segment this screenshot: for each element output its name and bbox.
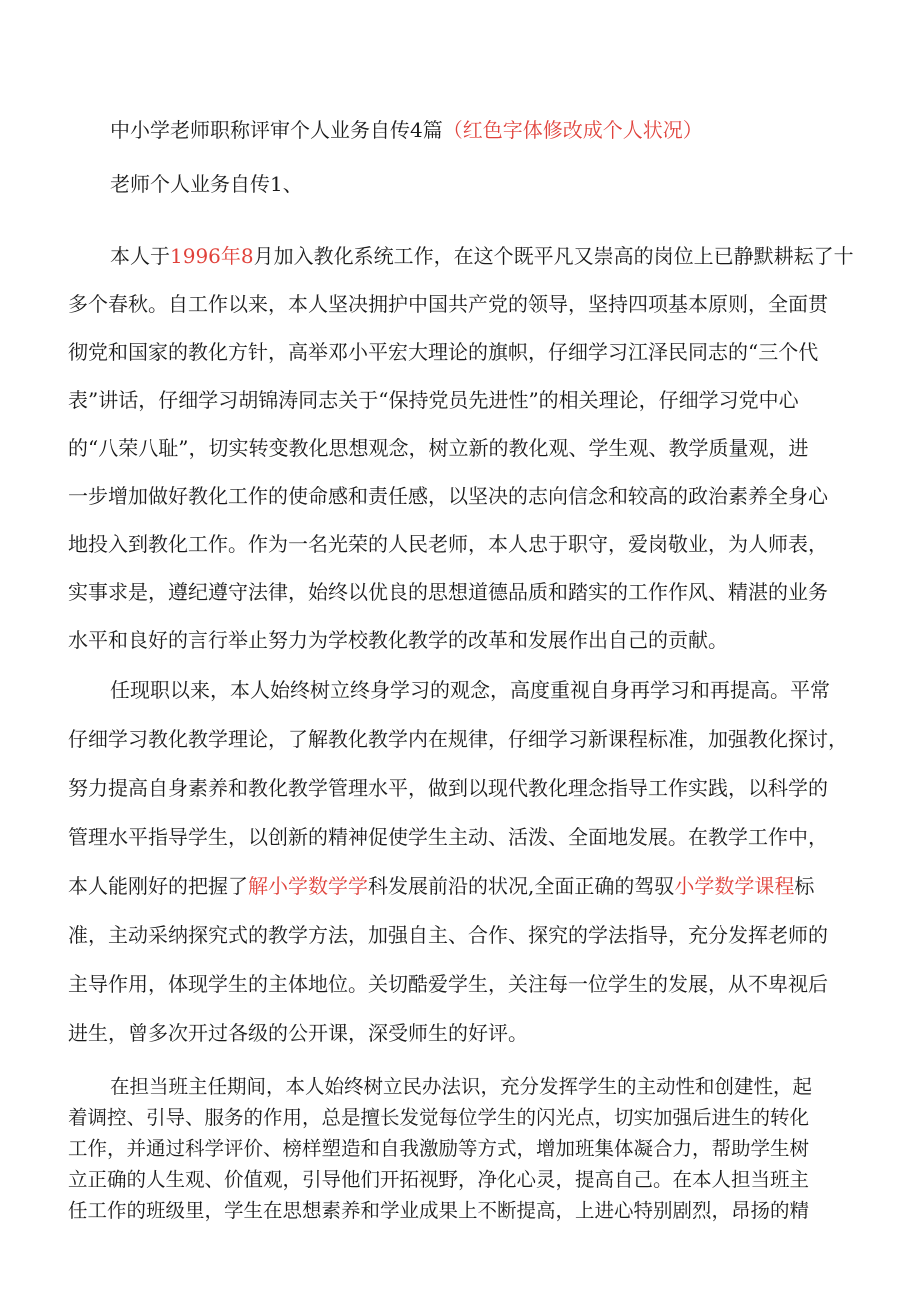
title-note: （红色字体修改成个人状况） xyxy=(442,118,703,142)
document-title xyxy=(110,118,890,142)
text-segment: 本人于 xyxy=(110,244,170,268)
text-line: 主导作用，体现学生的主体地位。关切酷爱学生，关注每一位学生的发展，从不卑视后 xyxy=(68,972,828,996)
highlight-course: 小学数学课程 xyxy=(674,874,795,898)
text-line: 进生，曾多次开过各级的公开课，深受师生的好评。 xyxy=(68,1021,528,1045)
text-segment: 标 xyxy=(794,874,815,898)
text-line xyxy=(110,244,854,268)
text-line: 仔细学习教化教学理论，了解教化教学内在规律，仔细学习新课程标准，加强教化探讨， xyxy=(68,727,848,751)
text-line: 着调控、引导、服务的作用，总是擅长发觉每位学生的闪光点，切实加强后进生的转化 xyxy=(68,1106,810,1129)
text-line: 任工作的班级里，学生在思想素养和学业成果上不断提高，上进心特别剧烈，昂扬的精 xyxy=(68,1199,810,1222)
text-line: 管理水平指导学生，以创新的精神促使学生主动、活泼、全面地发展。在教学工作中， xyxy=(68,825,828,849)
text-line xyxy=(68,874,848,898)
text-line: 工作，并通过科学评价、榜样塑造和自我激励等方式，增加班集体凝合力，帮助学生树 xyxy=(68,1137,810,1160)
text-line: 水平和良好的言行举止努力为学校教化教学的改革和发展作出自己的贡献。 xyxy=(68,628,728,652)
text-line: 一步增加做好教化工作的使命感和责任感，以坚决的志向信念和较高的政治素养全身心 xyxy=(68,484,828,508)
text-line: 的“八荣八耻”，切实转变教化思想观念，树立新的教化观、学生观、教学质量观，进 xyxy=(68,436,809,460)
text-line: 立正确的人生观、价值观，引导他们开拓视野，净化心灵，提高自己。在本人担当班主 xyxy=(68,1168,810,1191)
text-segment: 科发展前沿的状况,全面正确的驾驭 xyxy=(368,874,675,898)
text-line: 彻党和国家的教化方针，高举邓小平宏大理论的旗帜，仔细学习江泽民同志的“三个代 xyxy=(68,340,819,364)
text-line: 任现职以来，本人始终树立终身学习的观念，高度重视自身再学习和再提高。平常 xyxy=(110,678,830,702)
text-line: 准，主动采纳探究式的教学方法，加强自主、合作、探究的学法指导，充分发挥老师的 xyxy=(68,923,828,947)
text-line: 地投入到教化工作。作为一名光荣的人民老师，本人忠于职守，爱岗敬业，为人师表， xyxy=(68,532,828,556)
text-line: 实事求是，遵纪遵守法律，始终以优良的思想道德品质和踏实的工作作风、精湛的业务 xyxy=(68,580,828,604)
text-segment: 月加入教化系统工作，在这个既平凡又崇高的岗位上已静默耕耘了十 xyxy=(253,244,854,268)
text-segment: 本人能刚好的把握了 xyxy=(68,874,248,898)
text-line: 在担当班主任期间，本人始终树立民办法识，充分发挥学生的主动性和创建性，起 xyxy=(110,1075,813,1098)
text-line: 努力提高自身素养和教化教学管理水平，做到以现代教化理念指导工作实践，以科学的 xyxy=(68,776,828,800)
text-line: 表”讲话，仔细学习胡锦涛同志关于“保持党员先进性”的相关理论，仔细学习党中心 xyxy=(68,388,799,412)
text-line: 多个春秋。自工作以来，本人坚决拥护中国共产党的领导，坚持四项基本原则，全面贯 xyxy=(68,292,828,316)
title-main: 中小学老师职称评审个人业务自传4篇 xyxy=(110,118,443,142)
section-heading: 老师个人业务自传1、 xyxy=(110,172,303,196)
highlight-subject: 解小学数学学 xyxy=(248,874,368,898)
highlight-date: 1996年8 xyxy=(170,244,254,268)
